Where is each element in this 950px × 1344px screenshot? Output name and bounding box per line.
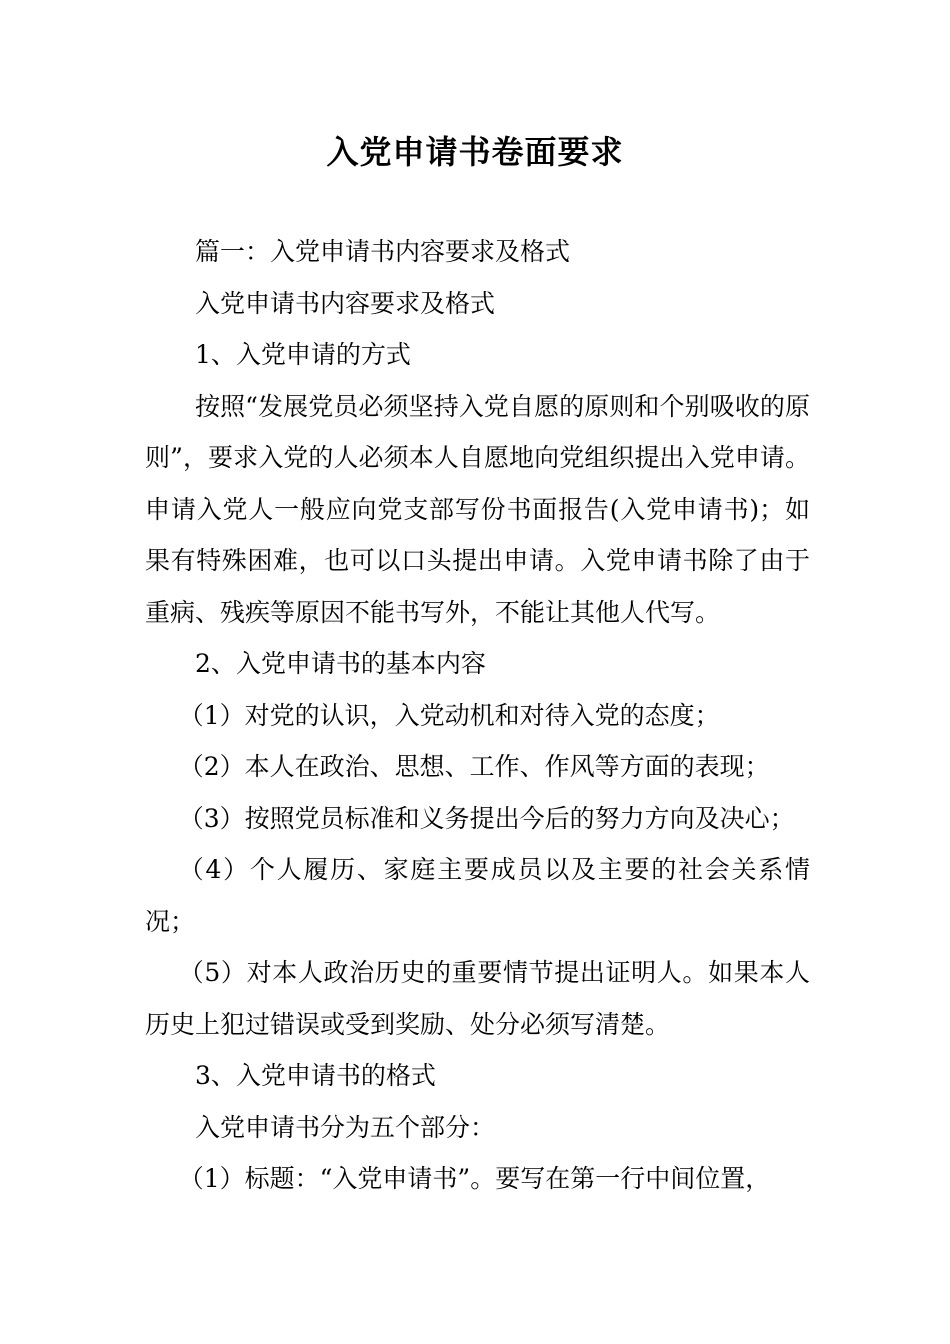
body-paragraph: 入党申请书分为五个部分： [195,1112,496,1142]
list-item: （3）按照党员标准和义务提出今后的努力方向及决心； [178,803,795,833]
subheading: 2、入党申请书的基本内容 [195,649,486,678]
subheading: 入党申请书内容要求及格式 [195,288,496,318]
list-item: （2）本人在政治、思想、工作、作风等方面的表现； [178,752,770,781]
list-item: （1）标题：“入党申请书”。要写在第一行中间位置， [178,1164,771,1193]
list-item: （4）个人履历、家庭主要成员以及主要的社会关系情况； [145,855,810,936]
section-heading: 篇一：入党申请书内容要求及格式 [195,237,571,266]
list-item: （5）对本人政治历史的重要情节提出证明人。如果本人历史上犯过错误或受到奖励、处分必须写清楚。 [145,958,810,1039]
subheading: 3、入党申请书的格式 [195,1061,436,1090]
body-paragraph: 按照“发展党员必须坚持入党自愿的原则和个别吸收的原则”，要求入党的人必须本人自愿地向党组织提出入党申请。申请入党人一般应向党支部写份书面报告(入党申请书)；如果有特殊困难，也可以口头提出申请。入党申请书除了由于重病、残疾等原因不能书写外，不能让其他人代写。 [145,391,810,627]
document-title: 入党申请书卷面要求 [326,133,624,171]
subheading: 1、入党申请的方式 [195,340,411,369]
list-item: （1）对党的认识，入党动机和对待入党的态度； [178,700,720,730]
document-body [145,226,810,1205]
